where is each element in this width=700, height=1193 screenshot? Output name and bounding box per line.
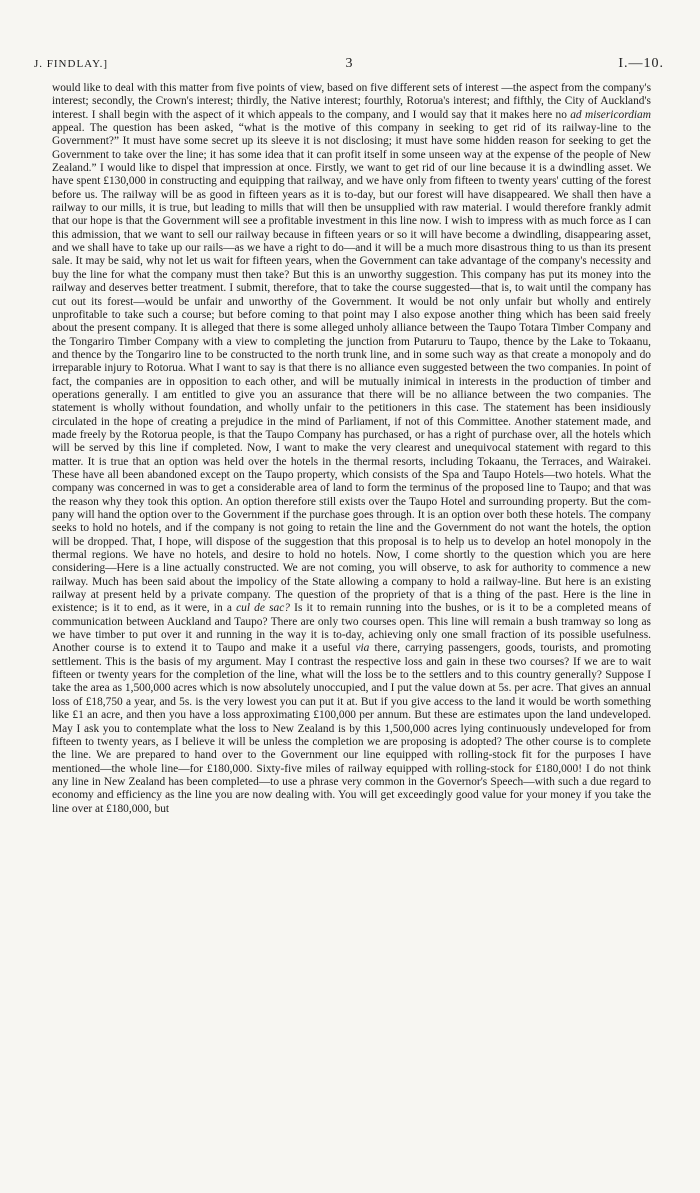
paragraph (52, 82, 651, 816)
text-run: would like to deal with this matter from five points of view, based on five different sets of interest —the aspect from the company's interest; secondly, the Crown's interest; thirdly, the Native interest; fourthly, Rotorua's interest; and fifthly, the City of Auckland's interest. I shall begin with the aspect of it which appeals to the company, and I would say that it makes here no (52, 82, 651, 121)
text-run: Is it to remain running into the bushes, or is it to be a completed means of communication between Auckland and Taupo? There are only two courses open. This line will remain a bush tramway so long as we have timber to put over it and running in the way it is to-day, achieving only one small fraction of its possible usefulness. Another course is to extend it to Taupo and make it a useful (52, 602, 652, 655)
page-number: 3 (345, 56, 353, 71)
italic-phrase: via (355, 642, 370, 655)
body-text (52, 82, 651, 816)
text-run: there, carrying passengers, goods, tourists, and promoting settlement. This is the basis of my argument. May I contrast the respective loss and gain in these two courses? If we are to wait fifteen or twenty years for the completion of the line, what will the loss be to the settlers and to this country generally? Suppose I take the area as 1,500,000 acres which is now absolutely unoccupied, and I put the value down at 5s. per acre. That gives an annual loss of £18,750 a year, and 5s. is the very lowest you can put it at. But if you give access to the land it would be worth something like £1 an acre, and then you have a loss approximating £100,000 per annum. But these are estimates upon the land undeveloped. May I ask you to contemplate what the loss to New Zealand is by this 1,500,000 acres lying continuously undeveloped for from fifteen to twenty years, as I believe it will be unless the completion we are proposing is adopted? The other course is to complete the line. We are prepared to hand over to the Government our line equipped with rolling-stock fit for the purposes I have mentioned—the whole line—for £180,000. Sixty-five miles of railway equipped with rolling-stock for £180,000! I do not think any line in New Zealand has been completed—to use a phrase very common in the Governor's Speech—with such a due regard to economy and efficiency as the line you are now dealing with. You will get exceedingly good value for your money if you take the line over at £180,000, but (52, 642, 652, 815)
italic-phrase: cul de sac? (236, 602, 290, 615)
italic-phrase: ad misericordiam (570, 108, 651, 121)
header-author: J. FINDLAY.] (34, 58, 109, 70)
text-run: appeal. The question has been asked, “what is the motive of this company in seeking to get rid of its railway-line to the Government?” It must have some secret up its sleeve it is not disclosing; it must have some hidden reason for seeking to get the Government to take over the line; it has some idea that it can profit itself in some unseen way at the expense of the people of New Zealand.” I would like to dispel that impression at once. Firstly, we want to get rid of our line because it is a dwindling asset. We have spent £130,000 in constructing and equipping that railway, and we have only from fifteen to twenty years' cutting of the forest before us. The railway will be as good in fifteen years as it is to-day, but our forest will have disappeared. We shall then have a railway to our mills, it is true, but leading to mills that will then be unsupplied with raw material. I would therefore frankly admit that our hope is that the Government will see a profitable investment in this line now. I wish to impress with as much force as I can this admission, that we want to sell our railway because in fifteen years or so it will have become a dwindling, disappearing asset, and we shall have to take up our rails—as we have a right to do—and it will be a much more disastrous thing to us than its present sale. It may be said, why not let us wait for fifteen years, when the Government can take advantage of the company's necessity and buy the line for what the company must then take? But this is an unworthy suggestion. This company has put its money into the railway and deserves better treatment. I submit, therefore, that to take the course suggested—that is, to wait until the company has cut out its forest—would be unfair and unworthy of the Government. It would be not only unfair but wholly and entirely unprofitable to take such a course; but before coming to that point may I also expose another thing which has been said freely about the present company. It is alleged that there is some alleged unholy alliance between the Taupo Totara Timber Company and the Tongariro Timber Company with a view to completing the junction from Putaruru to Taupo, thence by the Lake to Tokaanu, and thence by the Tongariro line to be constructed to the north trunk line, and in some such way as that create a monopoly and do irreparable injury to Rotorua. What I want to say is that there is no alliance even suggested between the two companies. In point of fact, the companies are in opposition to each other, and will be mutually inimical in interests in the production of timber and operations generally. I am entitled to give you an assurance that there will be no alliance between the two companies. The statement is wholly without foundation, and wholly unfair to the petitioners in this case. The statement has been insidiously circulated in the hope of creating a prejudice in the mind of Parliament, if not of this Committee. Another statement made, and made freely by the Rotorua people, is that the Taupo Company has purchased, or has a right of purchase over, all the hotels which will be served by this line if completed. Now, I want to make the very clearest and unequivocal statement with regard to this matter. It is true that an option was held over the hotels in the thermal resorts, including Tokaanu, the Terraces, and Wairakei. These have all been abandoned except on the Taupo property, which consists of the Spa and Taupo Hotels—two hotels. What the company was concerned in was to get a considerable area of land to form the terminus of the proposed line to Taupo; and that was the reason why they took this option. An option therefore still exists over the Taupo Hotel and surrounding property. But the company will hand the option over to the Government if the purchase goes through. It is an option over both these hotels. The company seeks to hold no hotels, and if the company is not going to retain the line and the Government do not want the hotels, the option will be dropped. That, I hope, will dispose of the suggestion that this proposal is to help us to develop an hotel monopoly in the thermal regions. We have no hotels, and desire to hold no hotels. Now, I come shortly to the question which you are here considering—Here is a line actually constructed. We are not coming, you will observe, to ask for authority to commence a new railway. Much has been said about the impolicy of the State allowing a company to hold a railway-line. But here is an existing railway at present held by a private company. The question of the propriety of that is a thing of the past. Here is the line in existence; is it to end, as it were, in a (52, 122, 651, 615)
document-reference: I.—10. (618, 56, 664, 71)
page-header (34, 58, 664, 76)
